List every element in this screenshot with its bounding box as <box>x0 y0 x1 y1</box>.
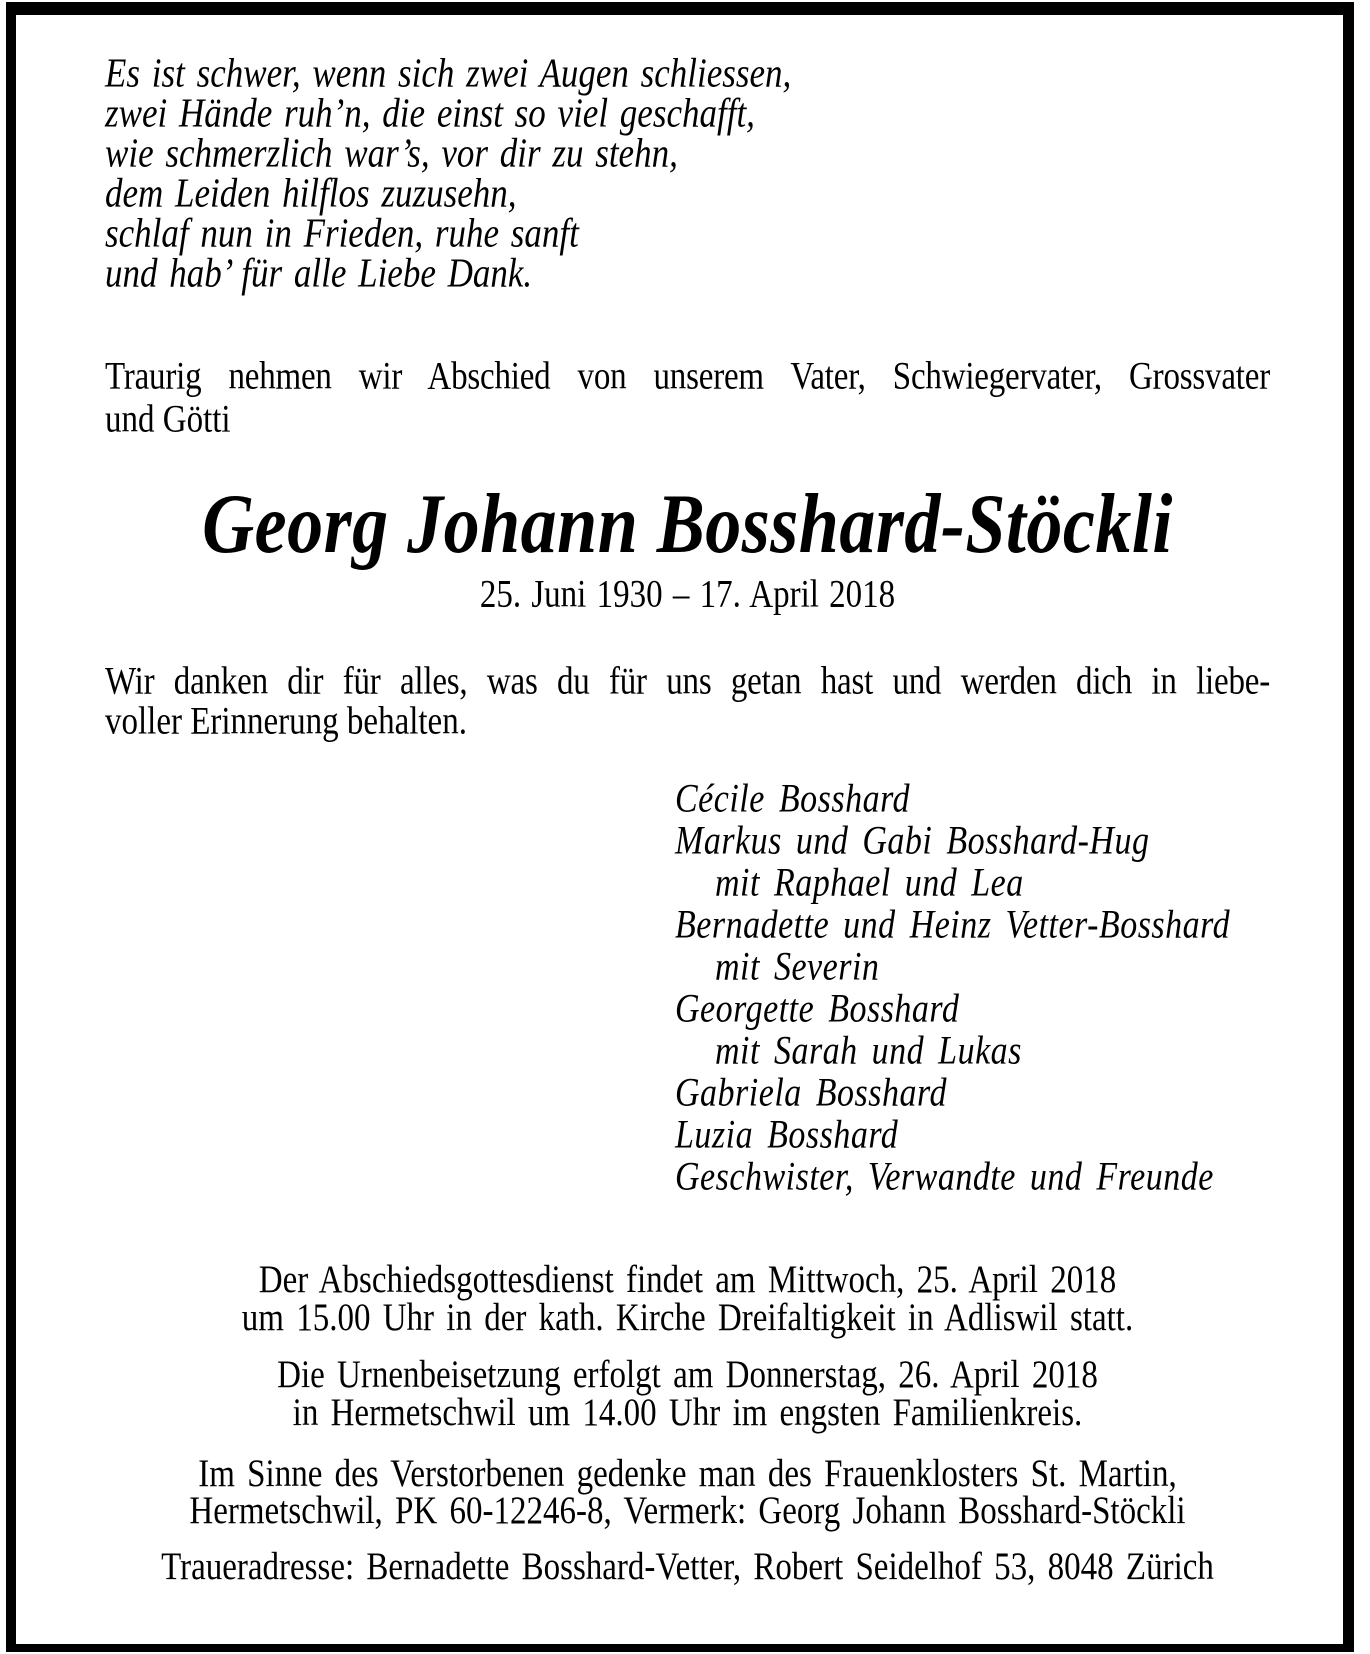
family-list <box>675 775 1270 1200</box>
poem-line: Es ist schwer, wenn sich zwei Augen schliessen, <box>105 50 792 97</box>
family-member-grandchildren: mit Raphael und Lea <box>715 861 1024 906</box>
thanks-line: voller Erinnerung behalten. <box>105 700 467 743</box>
deceased-name-block <box>105 476 1270 572</box>
urn-burial-info <box>105 1353 1270 1435</box>
urn-burial-line: in Hermetschwil um 14.00 Uhr im engsten Familienkreis. <box>292 1392 1083 1435</box>
family-member: Luzia Bosshard <box>675 1113 899 1158</box>
family-member: Markus und Gabi Bosshard-Hug <box>675 819 1150 864</box>
mourning-address-line: Traueradresse: Bernadette Bosshard-Vetter, Robert Seidelhof 53, 8048 Zürich <box>161 1546 1214 1589</box>
family-member: Geschwister, Verwandte und Freunde <box>675 1155 1214 1200</box>
funeral-service-line: um 15.00 Uhr in der kath. Kirche Dreifaltigkeit in Adliswil statt. <box>241 1297 1134 1340</box>
family-member: Bernadette und Heinz Vetter-Bosshard <box>675 903 1231 948</box>
funeral-service-info <box>105 1258 1270 1340</box>
mourning-address <box>105 1545 1270 1589</box>
farewell-intro <box>105 352 1270 442</box>
poem-line: dem Leiden hilflos zuzusehn, <box>105 170 517 217</box>
donation-line: Im Sinne des Verstorbenen gedenke man des Frauenklosters St. Martin, <box>198 1453 1177 1496</box>
thanks-paragraph <box>105 658 1270 743</box>
deceased-name: Georg Johann Bosshard-Stöckli <box>202 476 1173 572</box>
life-dates: 25. Juni 1930 – 17. April 2018 <box>479 573 896 616</box>
farewell-intro-line: und Götti <box>105 398 231 442</box>
family-member: Georgette Bosshard <box>675 987 960 1032</box>
death-notice <box>105 0 1270 1654</box>
life-dates-block <box>105 571 1270 616</box>
poem-line: wie schmerzlich war’s, vor dir zu stehn, <box>105 130 678 177</box>
thanks-line: Wir danken dir für alles, was du für uns getan hast und werden dich in liebe- <box>105 660 1270 703</box>
family-member-grandchildren: mit Sarah und Lukas <box>715 1029 1022 1074</box>
family-member: Gabriela Bosshard <box>675 1071 947 1116</box>
funeral-service-line: Der Abschiedsgottesdienst findet am Mittwoch, 25. April 2018 <box>258 1259 1117 1302</box>
family-member-grandchildren: mit Severin <box>715 945 880 990</box>
poem-line: und hab’ für alle Liebe Dank. <box>105 250 533 297</box>
family-member: Cécile Bosshard <box>675 777 911 822</box>
poem-line: zwei Hände ruh’n, die einst so viel geschafft, <box>105 90 755 137</box>
urn-burial-line: Die Urnenbeisetzung erfolgt am Donnerstag, 26. April 2018 <box>277 1354 1098 1397</box>
poem-line: schlaf nun in Frieden, ruhe sanft <box>105 210 579 257</box>
memorial-poem <box>105 50 1270 297</box>
donation-info <box>105 1453 1270 1533</box>
donation-line: Hermetschwil, PK 60-12246-8, Vermerk: Georg Johann Bosshard-Stöckli <box>189 1490 1186 1533</box>
farewell-intro-line: Traurig nehmen wir Abschied von unserem Vater, Schwiegervater, Grossvater <box>105 355 1270 399</box>
